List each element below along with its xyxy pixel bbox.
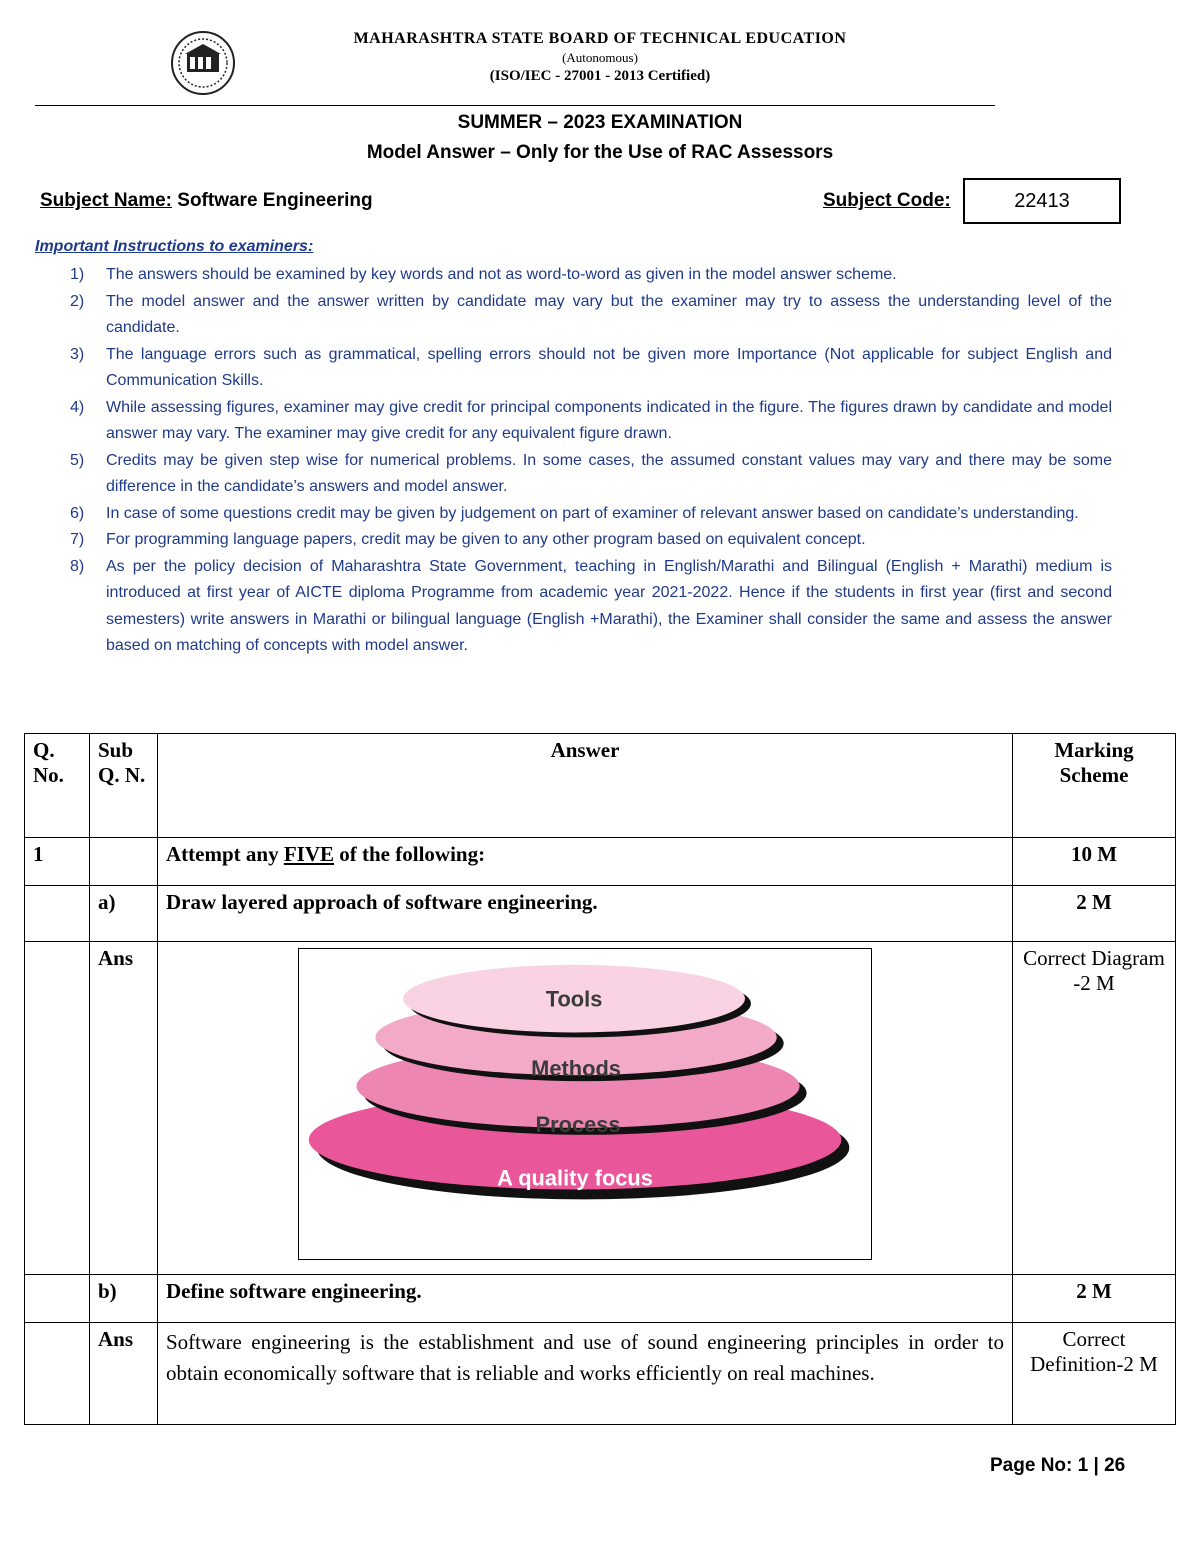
instruction-number: 2) [70, 292, 85, 310]
subject-code-value: 22413 [963, 178, 1121, 224]
question-number: 1 [25, 838, 90, 886]
table-row [25, 942, 1176, 1275]
header-q-no: Q. No. [25, 734, 90, 838]
empty-cell [25, 942, 90, 1275]
subject-name-label: Subject Name: [40, 190, 172, 211]
answer-text: Software engineering is the establishment and use of sound engineering principles in order to obtain economically software that is reliable and works efficiently on real machines. [158, 1323, 1013, 1425]
answer-marking: Correct Diagram -2 M [1013, 942, 1176, 1275]
exam-title: SUMMER – 2023 EXAMINATION [457, 112, 743, 133]
org-name: MAHARASHTRA STATE BOARD OF TECHNICAL EDUCATION [353, 30, 847, 47]
instruction-item [70, 289, 1112, 342]
header-marking-scheme: Marking Scheme [1013, 734, 1176, 838]
instruction-number: 4) [70, 398, 85, 416]
table-row [25, 1275, 1176, 1323]
table-header-row [25, 734, 1176, 838]
header-divider [35, 105, 995, 106]
question-text-pre: Attempt any [166, 842, 284, 866]
instructions-title: Important Instructions to examiners: [35, 238, 314, 255]
answer-label: Ans [90, 942, 158, 1275]
instruction-item [70, 527, 1112, 554]
instruction-number: 3) [70, 345, 85, 363]
subject-code-label: Subject Code: [823, 190, 951, 211]
subject-name [40, 190, 373, 212]
layered-approach-diagram [298, 948, 872, 1260]
model-answer-title: Model Answer – Only for the Use of RAC Assessors [366, 142, 834, 163]
empty-cell [90, 838, 158, 886]
sub-question-marks: 2 M [1013, 1275, 1176, 1323]
subject-name-value: Software Engineering [177, 190, 373, 211]
instruction-number: 5) [70, 451, 85, 469]
answer-diagram-cell [158, 942, 1013, 1275]
instruction-item [70, 342, 1112, 395]
layer-label-quality: A quality focus [497, 1165, 653, 1191]
instructions-list [70, 262, 1112, 660]
org-subtitle: (Autonomous) [562, 50, 638, 65]
instruction-item [70, 448, 1112, 501]
empty-cell [25, 886, 90, 942]
instruction-number: 1) [70, 266, 85, 283]
instruction-item [70, 262, 1112, 289]
question-text [158, 838, 1013, 886]
instruction-item [70, 554, 1112, 660]
sub-question-text: Define software engineering. [158, 1275, 1013, 1323]
question-text-post: of the following: [334, 842, 486, 866]
answer-table [24, 733, 1176, 1425]
instruction-item [70, 395, 1112, 448]
instruction-text: As per the policy decision of Maharashtra State Government, teaching in English/Marathi and Bilingual (English + Marathi) medium is introduced at first year of AICTE diploma Programme from academic year 2021-2022. Hence if the students in first year (first and second semesters) write answers in Marathi or bilingual language (English +Marathi), the Examiner shall consider the same and assess the answer based on matching of concepts with model answer. [106, 557, 1112, 654]
instruction-text: While assessing figures, examiner may give credit for principal components indicated in the figure. The figures drawn by candidate and model answer may vary. The examiner may give credit for any equivalent figure drawn. [106, 398, 1112, 442]
instruction-number: 6) [70, 504, 85, 522]
header-sub-q: Sub Q. N. [90, 734, 158, 838]
page-number: Page No: 1 | 26 [990, 1455, 1126, 1476]
instruction-text: Credits may be given step wise for numerical problems. In some cases, the assumed constant values may vary and there may be some difference in the candidate’s answers and model answer. [106, 451, 1112, 495]
table-row [25, 838, 1176, 886]
layer-label-methods: Methods [531, 1056, 621, 1082]
answer-label: Ans [90, 1323, 158, 1425]
table-row [25, 886, 1176, 942]
msbte-logo [160, 28, 246, 98]
header-answer: Answer [158, 734, 1013, 838]
instruction-item [70, 501, 1112, 528]
empty-cell [25, 1323, 90, 1425]
sub-question-text: Draw layered approach of software engineering. [158, 886, 1013, 942]
table-row [25, 1323, 1176, 1425]
org-certification: (ISO/IEC - 27001 - 2013 Certified) [489, 68, 711, 84]
empty-cell [25, 1275, 90, 1323]
instruction-number: 7) [70, 531, 85, 548]
instruction-text: For programming language papers, credit may be given to any other program based on equivalent concept. [106, 531, 866, 548]
sub-question-marks: 2 M [1013, 886, 1176, 942]
answer-marking: Correct Definition-2 M [1013, 1323, 1176, 1425]
layer-label-process: Process [535, 1111, 621, 1137]
sub-question-label: a) [90, 886, 158, 942]
question-text-emphasis: FIVE [283, 842, 335, 866]
instruction-text: The answers should be examined by key words and not as word-to-word as given in the model answer scheme. [106, 266, 897, 283]
instruction-text: The model answer and the answer written by candidate may vary but the examiner may try to assess the understanding level of the candidate. [106, 292, 1112, 336]
instruction-text: The language errors such as grammatical, spelling errors should not be given more Importance (Not applicable for subject English and Communication Skills. [106, 345, 1112, 389]
instruction-text: In case of some questions credit may be given by judgement on part of examiner of relevant answer based on candidate’s understanding. [106, 504, 1079, 522]
layer-label-tools: Tools [545, 986, 603, 1012]
sub-question-label: b) [90, 1275, 158, 1323]
question-marks: 10 M [1013, 838, 1176, 886]
instruction-number: 8) [70, 557, 85, 575]
